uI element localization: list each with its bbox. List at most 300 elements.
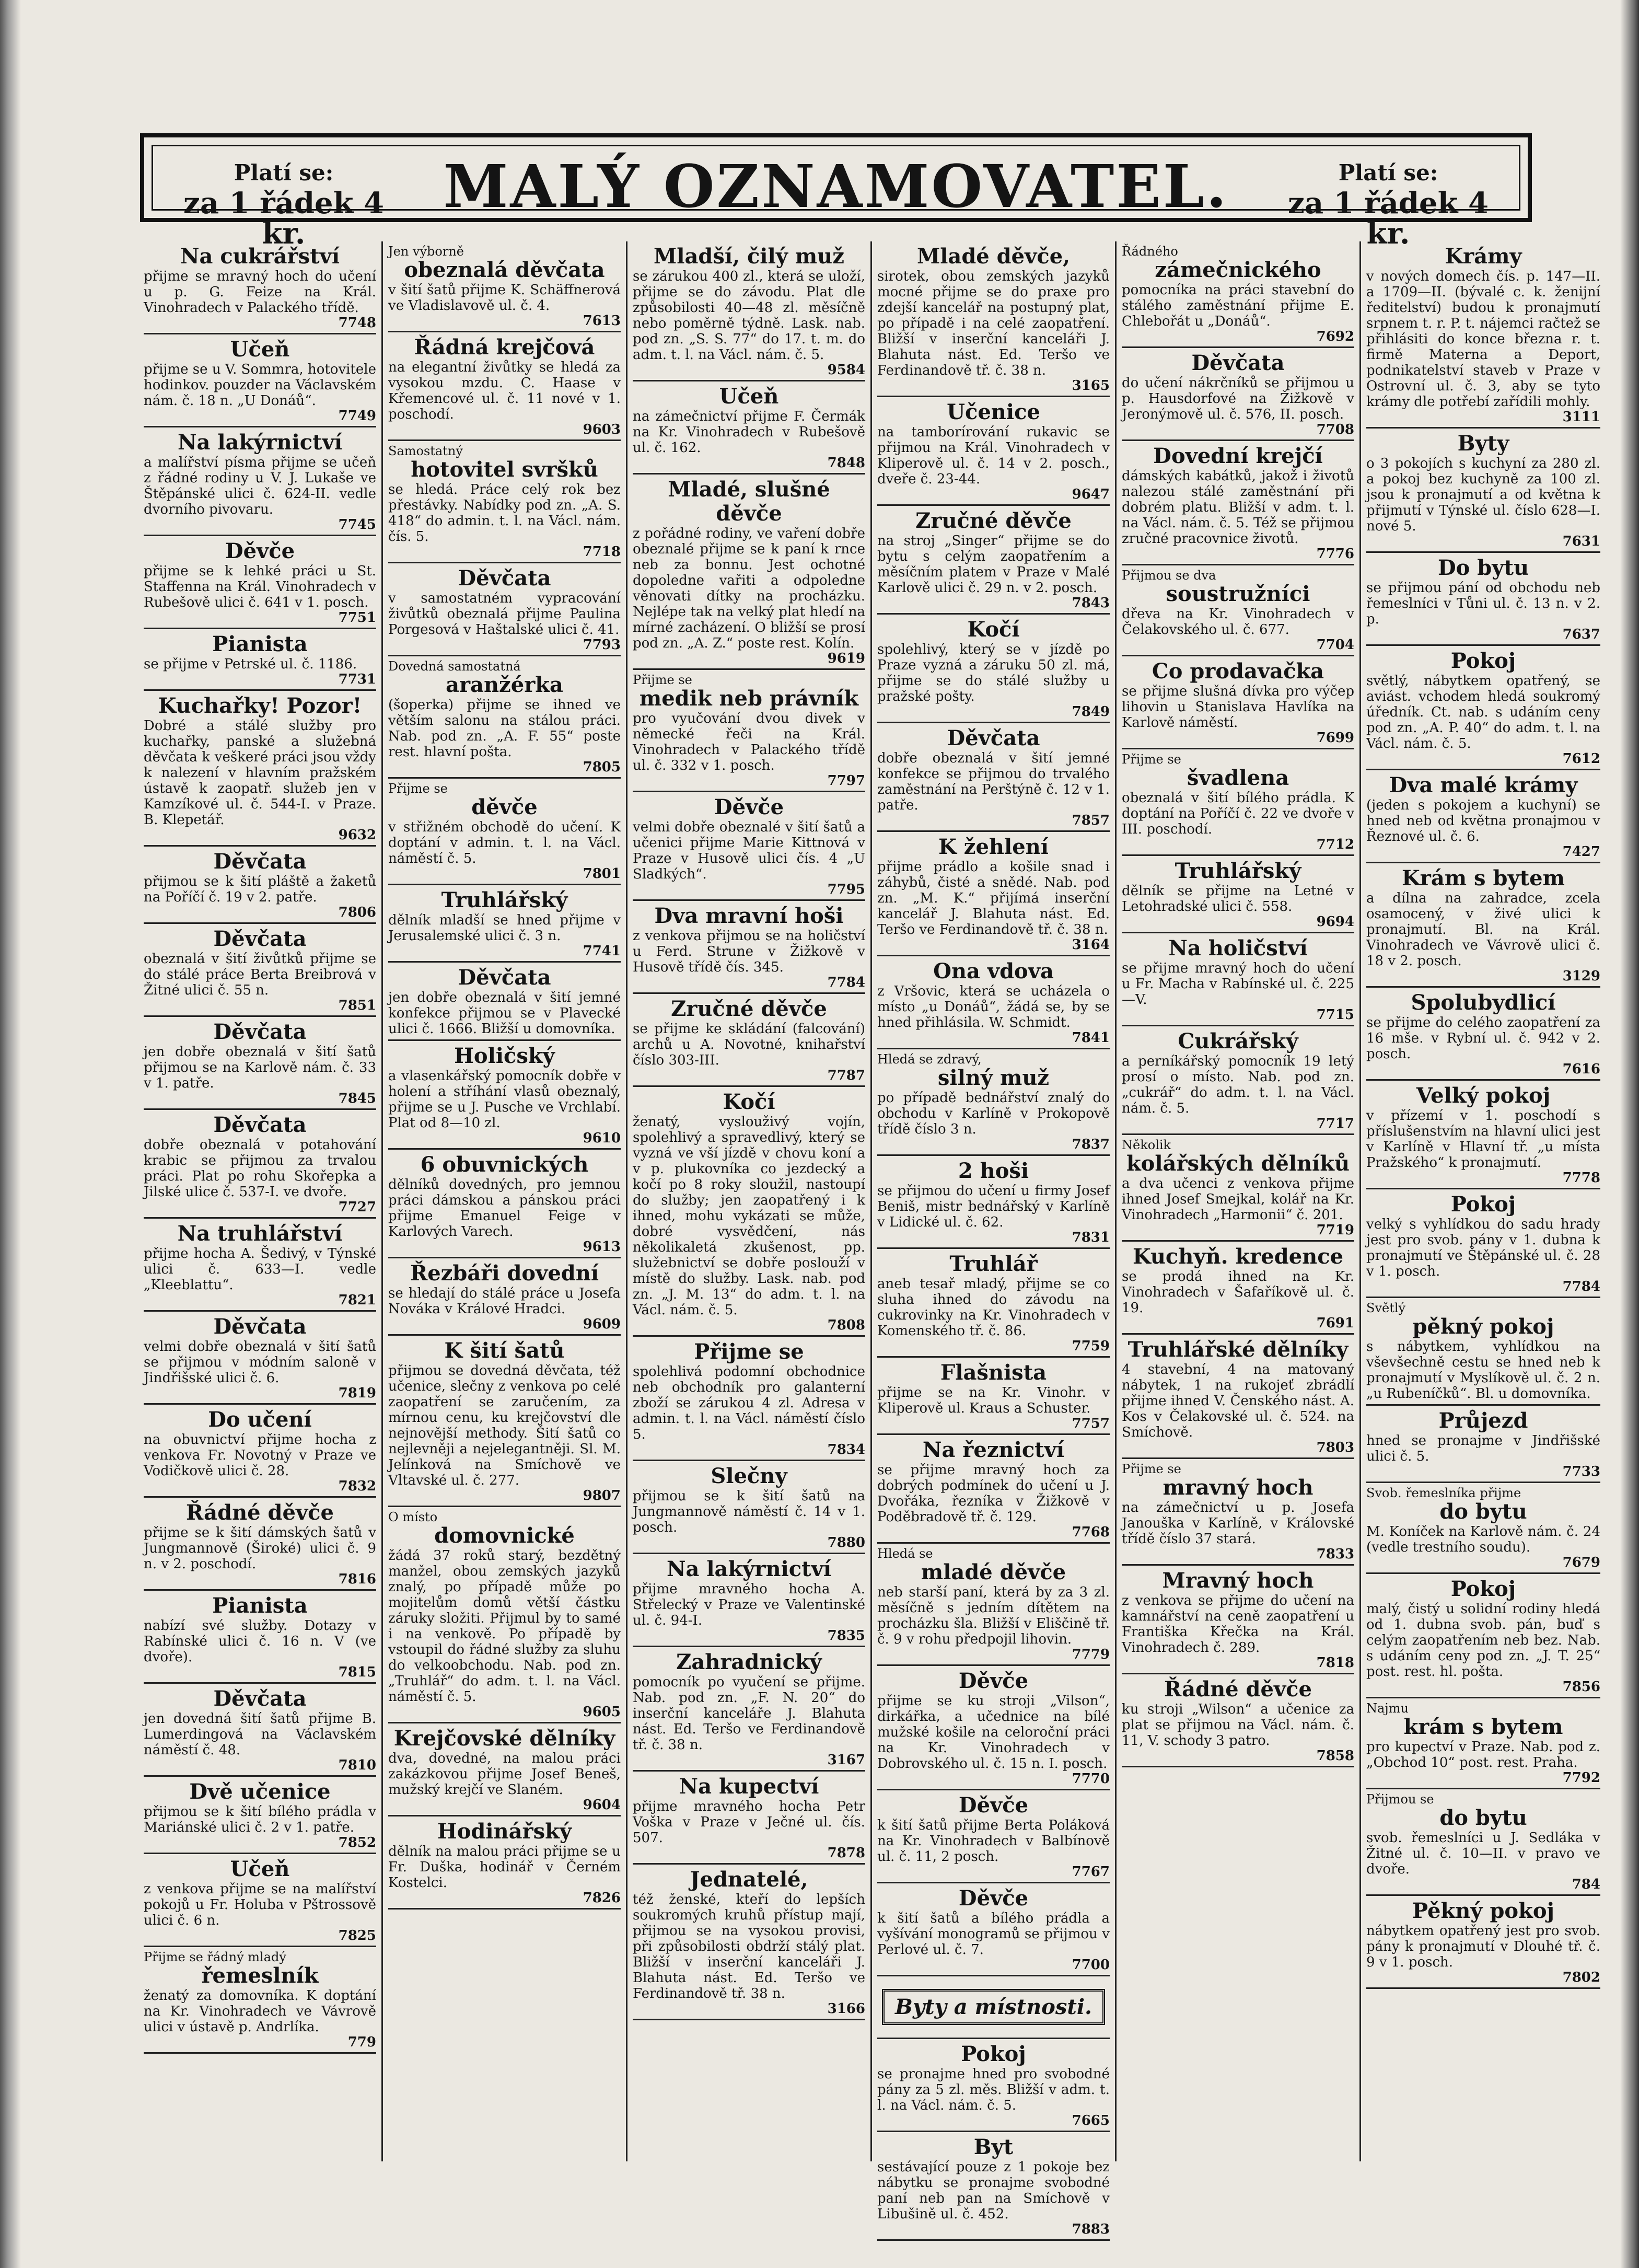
ad-code: 9613	[583, 1239, 621, 1255]
ad-body-text: aneb tesař mladý, přijme se co sluha ihned do závodu na cukrovinky na Kr. Vinohradech v Komenského tř. č. 86.	[877, 1276, 1110, 1339]
ad-code: 7816	[338, 1571, 376, 1587]
page-edge-right	[1620, 0, 1639, 2268]
ad-headline: Na lakýrnictví	[666, 1557, 832, 1581]
classified-ad	[1366, 1406, 1600, 1483]
ad-body	[1366, 797, 1600, 859]
ad-headline: Kočí	[723, 1090, 775, 1114]
ad-body-text: dámských kabátků, jakož i životů nalezou stálé zaměstnání při dobrém platu. Bližší v adm. t. l. na Václ. nám. č. 5. Též se přijmou zručné pracovnice životů.	[1122, 468, 1354, 547]
masthead-inner-frame	[152, 145, 1520, 251]
classified-ad	[1122, 749, 1354, 856]
ad-code: 7857	[1072, 813, 1110, 828]
ad-body	[144, 718, 376, 842]
ad-headline: Děvče	[225, 539, 295, 563]
ad-body	[388, 1844, 621, 1905]
ad-body-text: z Vršovic, která se ucházela o místo „u Donáů“, žádá se, by se hned přihlásila. W. Schmidt.	[877, 983, 1110, 1031]
classified-ad	[1366, 429, 1600, 553]
classified-ad	[877, 1883, 1110, 1976]
classified-ad	[144, 1854, 376, 1947]
ad-body	[1122, 790, 1354, 852]
ad-body-text: přijme se u V. Sommra, hotovitele hodinkov. pouzder na Václavském nám. č. 18 n. „U Donáů“.	[144, 362, 376, 409]
ad-headline: Na lakýrnictví	[177, 430, 343, 455]
ad-body	[1122, 1593, 1354, 1670]
ad-code: 7848	[827, 455, 865, 471]
ad-body-text: v samostatném vypracování živůtků obeznalá přijme Paulina Porgesová v Haštalské ulici č. 41.	[388, 591, 621, 638]
classified-ad	[388, 1816, 621, 1910]
ad-headline: Učeň	[719, 384, 779, 409]
ad-headline: Kuchyň. kredence	[1132, 1244, 1344, 1269]
ad-body	[1122, 684, 1354, 745]
ad-code: 7717	[1316, 1116, 1354, 1131]
ad-headline: Kuchařky! Pozor!	[158, 693, 362, 718]
ad-body-text: dělník se přijme na Letné v Letohradské ulici č. 558.	[1122, 883, 1354, 915]
ad-body-text: se hledá. Práce celý rok bez přestávky. Nabídky pod zn. „A. S. 418“ do admin. t. l. na Václ. nám. čís. 5.	[388, 482, 621, 545]
classified-ad	[1366, 988, 1600, 1081]
classified-ad	[633, 1461, 865, 1554]
ad-body-text: a perníkářský pomocník 19 letý prosí o místo. Nab. pod zn. „cukrář“ do adm. t. l. na Václ. nám. č. 5.	[1122, 1054, 1354, 1116]
ad-headline: 2 hoši	[958, 1159, 1029, 1183]
ad-headline: Pianista	[212, 1593, 308, 1618]
ad-body-text: pro vyučování dvou divek v německé řeči na Král. Vinohradech v Palackého třídě ul. č. 332 v 1. posch.	[633, 711, 865, 773]
classified-ad	[633, 381, 865, 475]
ad-headline: Slečny	[711, 1464, 787, 1488]
ad-code: 9605	[583, 1704, 621, 1720]
ad-body	[877, 533, 1110, 610]
ad-code: 9632	[338, 827, 376, 843]
classified-ad	[388, 885, 621, 963]
ad-body	[144, 1988, 376, 2050]
ad-body	[1122, 282, 1354, 344]
ad-body-text: pomocníka na práci stavební do stálého zaměstnání přijme E. Chlebořát u „Donáů“.	[1122, 282, 1354, 329]
ad-body-text: přijme se ku stroji „Vilson“, dirkářka, a učednice na bílé mužské košile na celoroční práci na Kr. Vinohradech v Dobrovského ul. č. 15 n. I. posch.	[877, 1693, 1110, 1772]
ad-body	[877, 1818, 1110, 1879]
ad-body-text: jen dovedná šití šatů přijme B. Lumerdingová na Václavském náměstí č. 48.	[144, 1711, 376, 1758]
ad-body-text: do učení nákrčníků se přijmou u p. Hausdorfové na Žižkově v Jeronýmově ul. č. 576, II. posch.	[1122, 375, 1354, 422]
ad-body	[633, 1581, 865, 1643]
ad-headline: zámečnického	[1155, 258, 1321, 282]
ad-body-text: se pronajme hned pro svobodné pány za 5 zl. měs. Bližší v adm. t. l. na Václ. nám. č. 5.	[877, 2066, 1110, 2113]
ad-code: 7878	[827, 1845, 865, 1861]
ad-headline: do bytu	[1439, 1806, 1527, 1830]
rate-note-right	[1278, 158, 1498, 249]
ad-headline: Děvčata	[458, 965, 551, 990]
ad-body	[1366, 1923, 1600, 1985]
ad-body-text: dělník na malou práci přijme se u Fr. Duška, hodinář v Černém Kostelci.	[388, 1844, 621, 1891]
ad-headline: mravný hoch	[1163, 1475, 1313, 1500]
ad-headline: Děvče	[958, 1793, 1029, 1818]
classified-ad	[877, 956, 1110, 1049]
classified-ad	[144, 427, 376, 536]
ad-body	[1366, 1217, 1600, 1294]
ad-code: 7849	[1072, 704, 1110, 720]
ad-code: 7845	[338, 1091, 376, 1106]
ad-code: 7784	[827, 975, 865, 990]
classified-ad	[388, 779, 621, 885]
ad-body	[1122, 1269, 1354, 1330]
classified-ad	[1122, 1566, 1354, 1674]
ad-code: 7749	[338, 408, 376, 424]
ad-body	[877, 2066, 1110, 2128]
ad-body-text: ženatý za domovníka. K doptání na Kr. Vinohradech ve Vávrově ulici v ústavě p. Andrlíka.	[144, 1988, 376, 2035]
ad-code: 7776	[1316, 546, 1354, 562]
ad-headline: Krejčovské dělníky	[393, 1726, 615, 1751]
ad-body	[633, 1674, 865, 1767]
ad-code: 3167	[827, 1752, 865, 1768]
classified-ad	[877, 615, 1110, 723]
ad-body-text: dělníků dovedných, pro jemnou práci dámskou a pánskou práci přijme Emanuel Feige v Karlových Varech.	[388, 1177, 621, 1240]
masthead-frame	[140, 133, 1532, 251]
classified-ad	[633, 792, 865, 901]
classified-ad	[144, 334, 376, 427]
ad-code: 7715	[1316, 1007, 1354, 1023]
ad-body-text: v šití šatů přijme K. Schäffnerová ve Vladislavově ul. č. 4.	[388, 282, 621, 314]
ad-headline: Učeň	[230, 1857, 290, 1881]
ad-subline: Přijme se	[1122, 752, 1181, 767]
ad-body-text: dobře obeznalá v potahování krabic se přijmou za trvalou práci. Plat po rohu Skořepka a Jilské ulice č. 537-I. ve dvoře.	[144, 1137, 376, 1200]
ad-code: 7741	[583, 943, 621, 959]
ad-body-text: neb starší paní, která by za 3 zl. měsíčně s jedním dítětem na procházku šla. Bližší v Eliščině tř. č. 9 v rohu předpojil lihovin.	[877, 1584, 1110, 1647]
ad-headline: Ona vdova	[933, 959, 1054, 983]
ad-headline: hotovitel svršků	[411, 457, 598, 482]
ad-headline: Učeň	[230, 337, 290, 362]
ad-headline: Byt	[973, 2135, 1014, 2159]
ad-headline: Mladé, slušné děvče	[668, 477, 830, 526]
classified-ad	[1122, 656, 1354, 749]
ad-body-text: v nových domech čís. p. 147—II. a 1709—II. (bývalé c. k. ženijní ředitelství) budou k pronajmutí srpnem t. r. P. t. nájemci račtež se přihlásiti do konce března r. t. firmě Materna a Deport, podnikatelství staveb v Praze v Ostrovní ul. č. 3, aby se tyto krámy dle potřebí zařídili mohly.	[1366, 269, 1600, 410]
ad-headline: Děvčata	[947, 726, 1040, 750]
ad-body	[388, 282, 621, 328]
ad-headline: Pianista	[212, 632, 308, 656]
ad-subline: Hledá se	[877, 1546, 933, 1561]
ad-body	[388, 360, 621, 437]
classified-ad	[1122, 1026, 1354, 1135]
ad-code: 7704	[1316, 637, 1354, 653]
rate-right-line1: Platí se:	[1338, 160, 1438, 186]
ad-column-3	[627, 241, 872, 2161]
classified-ad	[877, 1544, 1110, 1666]
ad-headline: Řezbáři dovední	[410, 1261, 599, 1286]
ad-code: 9604	[583, 1797, 621, 1813]
classified-ad	[144, 1498, 376, 1591]
ad-body	[1122, 468, 1354, 561]
ad-body-text: se přijmou do učení u firmy Josef Beniš, mistr bednářský v Karlíně v Lidické ul. č. 62.	[877, 1183, 1110, 1230]
ad-body	[388, 1177, 621, 1254]
classified-ad	[144, 1947, 376, 2054]
ad-body-text: se přijme ke skládání (falcování) archů u A. Novotné, knihařství číslo 303-III.	[633, 1021, 865, 1068]
ad-body-text: se přijme mravný hoch do učení u Fr. Macha v Rabínské ul. č. 225—V.	[1122, 961, 1354, 1008]
ad-body	[877, 1090, 1110, 1152]
classified-ad	[144, 1405, 376, 1498]
ad-code: 3165	[1072, 378, 1110, 394]
ad-code: 7792	[1562, 1770, 1600, 1786]
ad-body-text: se prodá ihned na Kr. Vinohradech v Šafaříkově ul. č. 19.	[1122, 1269, 1354, 1316]
rate-left-line1: Platí se:	[234, 160, 334, 186]
ad-body	[388, 912, 621, 958]
ad-code: 7613	[583, 313, 621, 329]
ad-column-5	[1117, 241, 1361, 2161]
ad-code: 7748	[338, 315, 376, 331]
ad-body	[388, 990, 621, 1037]
classified-ad	[1366, 863, 1600, 988]
ad-code: 7858	[1316, 1748, 1354, 1764]
ad-body	[877, 1584, 1110, 1662]
ad-body-text: (šoperka) přijme se ihned ve větším salonu na stálou práci. Nab. pod zn. „A. F. 55“ poste rest. hlavní pošta.	[388, 697, 621, 760]
classified-ad	[1366, 1298, 1600, 1406]
ad-headline: 6 obuvnických	[420, 1152, 589, 1177]
ad-column-6	[1361, 241, 1606, 2161]
ad-headline: kolářských dělníků	[1126, 1151, 1350, 1176]
ad-body-text: dobře obeznalá v šití jemné konfekce se přijmou do trvalého zaměstnání na Perštýně č. 12 v 1. patře.	[877, 750, 1110, 813]
ad-body	[388, 591, 621, 652]
ad-body-text: se přijme mravný hoch za dobrých podmínek do učení u J. Dvořáka, řezníka v Žižkově v Poděbradově tř. č. 129.	[877, 1462, 1110, 1525]
ad-body-text: obeznalá v šití bílého prádla. K doptání na Poříčí č. 22 ve dvoře v III. poschodí.	[1122, 790, 1354, 837]
ad-body	[1122, 1054, 1354, 1131]
ad-body-text: z pořádné rodiny, ve vaření dobře obeznalé přijme se k paní k rnce neb za bonnu. Jest ochotné dopoledne vařiti a odpoledne věnovati dítky na procházku. Nejlépe tak na velký plat hledí na mírné zacházení. O bližší se prosí pod zn. „A. Z.“ poste rest. Kolín.	[633, 526, 865, 651]
classified-ad	[1366, 1789, 1600, 1896]
ad-body	[388, 819, 621, 881]
ad-code: 3129	[1562, 968, 1600, 984]
ad-code: 7801	[583, 866, 621, 882]
classified-ad	[1122, 441, 1354, 565]
ad-body	[1366, 890, 1600, 983]
ad-body-text: se přijme do celého zaopatření za 16 mše. v Rybní ul. č. 942 v 2. posch.	[1366, 1015, 1600, 1062]
classified-ad	[144, 629, 376, 691]
ad-headline: Na kupectví	[679, 1774, 819, 1799]
ad-body-text: na elegantní živůtky se hledá za vysokou mzdu. C. Haase v Křemencové ul. č. 11 nové v 1. poschodí.	[388, 360, 621, 422]
ad-body	[633, 409, 865, 470]
ad-body-text: jen dobře obeznalá v šití jemné konfekce přijmou se v Plavecké ulici č. 1666. Bližší u domovníka.	[388, 990, 621, 1037]
ad-subline: Jen výborně	[388, 244, 464, 259]
ad-subline: Několik	[1122, 1138, 1171, 1152]
ad-body	[1366, 1739, 1600, 1785]
ad-body-text: se přijme v Petrské ul. č. 1186.	[144, 656, 357, 672]
ad-code: 7843	[1072, 595, 1110, 611]
ad-body	[877, 1276, 1110, 1353]
ad-code: 7837	[1072, 1137, 1110, 1152]
masthead-title: MALÝ OZNAMOVATEL.	[443, 153, 1229, 221]
ad-body	[633, 1364, 865, 1457]
ad-code: 3164	[1072, 937, 1110, 953]
ad-body	[877, 642, 1110, 719]
ad-body-text: na tamborírování rukavic se přijmou na Král. Vinohradech v Kliperově ul. č. 14 v 2. posch., dveře č. 23-44.	[877, 424, 1110, 487]
ad-code: 7834	[827, 1442, 865, 1457]
ad-body-text: jen dobře obeznalá v šití šatů přijmou se na Karlově nám. č. 33 v 1. patře.	[144, 1044, 376, 1091]
ad-code: 3111	[1562, 409, 1600, 425]
ad-code: 7759	[1072, 1338, 1110, 1354]
ad-code: 7616	[1562, 1061, 1600, 1077]
ad-body	[633, 1799, 865, 1860]
ad-body-text: přijme mravného hocha A. Střelecký v Praze ve Valentinské ul. č. 94-I.	[633, 1581, 865, 1628]
ad-body	[1366, 456, 1600, 549]
ad-body	[144, 362, 376, 423]
ad-body	[1366, 269, 1600, 424]
ad-columns	[138, 241, 1606, 2237]
ad-headline: do bytu	[1439, 1499, 1527, 1524]
ad-subline: O místo	[388, 1510, 438, 1524]
ad-code: 7852	[338, 1835, 376, 1850]
ad-body-text: přijme se na Kr. Vinohr. v Kliperově ul. Kraus a Schuster.	[877, 1385, 1110, 1416]
ad-headline: Zručné děvče	[915, 508, 1072, 533]
ad-body	[1122, 1702, 1354, 1763]
ad-code: 7841	[1072, 1030, 1110, 1046]
ad-headline: silný muž	[937, 1066, 1050, 1090]
classified-ad	[1366, 553, 1600, 646]
ad-subline: Najmu	[1366, 1701, 1409, 1716]
ad-body	[633, 1892, 865, 2016]
ad-code: 7806	[338, 905, 376, 920]
ad-headline: Děvčata	[213, 927, 307, 951]
ad-body	[388, 482, 621, 559]
ad-headline: Děvče	[714, 795, 784, 819]
ad-body	[144, 1711, 376, 1773]
ad-headline: Zahradnický	[676, 1650, 822, 1674]
ad-body-text: v přízemí v 1. poschodí s příslušenstvím na hlavní ulici jest v Karlíně v Hlavní tř. „u místa Pražského“ k pronajmutí.	[1366, 1108, 1600, 1171]
ad-body-text: k šití šatů přijme Berta Poláková na Kr. Vinohradech v Balbínově ul. č. 11, 2 posch.	[877, 1818, 1110, 1865]
ad-code: 7699	[1316, 730, 1354, 746]
ad-subline: Dovedná samostatná	[388, 659, 521, 674]
classified-ad	[877, 1156, 1110, 1249]
ad-body-text: a vlasenkářský pomocník dobře v holení a stříhání vlasů obeznalý, přijme se u J. Pusche ve Vrchlabí. Plat od 8—10 zl.	[388, 1068, 621, 1131]
ad-body-text: (jeden s pokojem a kuchyní) se hned neb od května pronajmou v Řeznové ul. č. 6.	[1366, 797, 1600, 844]
classified-ad	[388, 241, 621, 332]
classified-ad	[388, 963, 621, 1041]
ad-code: 7851	[338, 998, 376, 1013]
classified-ad	[1366, 1081, 1600, 1189]
ad-body-text: 4 stavební, 4 na matovaný nábytek, 1 na rukojeť zbrádlí přijme ihned V. Čenského nást. A. Kos v Čelakovské ul. č. 524. na Smíchově.	[1122, 1362, 1354, 1440]
ad-headline: Co prodavačka	[1152, 659, 1324, 684]
ad-subline: Přijmou se dva	[1122, 568, 1216, 583]
ad-body-text: Dobré a stálé služby pro kuchařky, panské a služebná děvčata k veškeré práci jsou vždy k nalezení v hlavním pražském ústavě k zaopatř. služeb jen v Kamzíkové ul. č. 544-I. v Praze. B. Klepetář.	[144, 718, 376, 828]
classified-ad	[1122, 1459, 1354, 1566]
ad-code: 7831	[1072, 1230, 1110, 1245]
classified-ad	[633, 475, 865, 670]
ad-headline: krám s bytem	[1403, 1715, 1563, 1739]
ad-body	[633, 1114, 865, 1333]
ad-code: 7821	[338, 1292, 376, 1308]
ad-body-text: k šití šatů a bílého prádla a vyšívání monogramů se přijmou v Perlové ul. č. 7.	[877, 1911, 1110, 1958]
classified-ad	[877, 2039, 1110, 2132]
ad-body-text: sirotek, obou zemských jazyků mocné přijme se do praxe pro zdejší kancelář na postupný plat, po případě i na celé zaopatření. Bližší v inserční kanceláři J. Blahuta nást. Ed. Teršo ve Ferdinandově tř. č. 38 n.	[877, 269, 1110, 378]
ad-body	[144, 269, 376, 330]
ad-headline: obeznalá děvčata	[404, 258, 605, 282]
ad-body	[877, 859, 1110, 952]
ad-code: 7803	[1316, 1440, 1354, 1455]
classified-ad	[144, 847, 376, 924]
ad-body-text: přijme se k šití dámských šatů v Jungmannově (Široké) ulici č. 9 n. v 2. poschodí.	[144, 1525, 376, 1572]
ad-code: 7700	[1072, 1957, 1110, 1973]
ad-code: 9609	[583, 1316, 621, 1332]
ad-code: 7826	[583, 1890, 621, 1906]
ad-headline: Spolubydlicí	[1411, 990, 1556, 1015]
ad-body-text: o 3 pokojích s kuchyní za 280 zl. a pokoj bez kuchyně za 100 zl. jsou k pronajmutí a od května k přijmutí v Týnské ul. číslo 628—I. nové 5.	[1366, 456, 1600, 534]
ad-headline: Na truhlářství	[177, 1221, 343, 1246]
ad-body-text: přijme mravného hocha Petr Voška v Praze v Ječné ul. čís. 507.	[633, 1799, 865, 1846]
ad-subline: Světlý	[1366, 1301, 1406, 1315]
classified-ad	[1366, 1574, 1600, 1698]
ad-column-1	[138, 241, 383, 2161]
ad-body-text: malý, čistý u solidní rodiny hledá od 1. dubna svob. pán, buď s celým zaopatřením neb bez. Nab. s udáním ceny pod zn. „J. T. 25“ post. rest. hl. pošta.	[1366, 1601, 1600, 1680]
classified-ad	[877, 1435, 1110, 1544]
ad-body	[144, 455, 376, 532]
ad-body	[877, 750, 1110, 828]
ad-headline: domovnické	[434, 1523, 575, 1548]
ad-headline: Truhlářský	[1175, 859, 1301, 883]
ad-subline: Přijme se řádný mladý	[144, 1950, 286, 1964]
ad-headline: Mladší, čilý muž	[654, 244, 844, 269]
ad-body	[633, 269, 865, 377]
ad-code: 7825	[338, 1928, 376, 1943]
ad-headline: Do učení	[208, 1407, 312, 1432]
ad-body	[1366, 1339, 1600, 1402]
ad-headline: Děvčata	[213, 1020, 307, 1044]
ad-code: 7427	[1562, 844, 1600, 860]
ad-body	[1366, 580, 1600, 642]
ad-code: 779	[347, 2034, 376, 2050]
ad-body	[388, 1068, 621, 1145]
ad-headline: Řádné děvče	[186, 1500, 334, 1525]
ad-code: 7612	[1562, 751, 1600, 767]
ad-headline: Děvčata	[1191, 351, 1285, 375]
ad-headline: Byty	[1457, 431, 1509, 456]
ad-body	[388, 1751, 621, 1812]
ad-code: 7810	[338, 1757, 376, 1773]
ad-body-text: nábytkem opatřený jest pro svob. pány k pronajmutí v Dlouhé tř. č. 9 v 1. posch.	[1366, 1923, 1600, 1970]
ad-code: 3166	[827, 2001, 865, 2017]
ad-body-text: a dva učenci z venkova přijme ihned Josef Smejkal, kolář na Kr. Vinohradech „Harmonii“ č. 201.	[1122, 1176, 1354, 1223]
ad-code: 7727	[338, 1199, 376, 1215]
ad-code: 7637	[1562, 627, 1600, 642]
ad-body	[144, 951, 376, 1013]
ad-headline: K šití šatů	[444, 1338, 565, 1363]
ad-body-text: dřeva na Kr. Vinohradech v Čelakovského ul. č. 677.	[1122, 606, 1354, 638]
ad-body	[1122, 1176, 1354, 1237]
ad-body	[877, 1693, 1110, 1786]
ad-headline: Pěkný pokoj	[1412, 1899, 1554, 1923]
classified-ad	[388, 1041, 621, 1150]
ad-body-text: přijmou se dovedná děvčata, též učenice, slečny z venkova po celé zaopatření se zaručením, za mírnou cenu, ku krejčovství dle nejnovější methody. Šití šatů co nejlevněji a nejelegantněji. Sl. M. Jelínková na Smíchově ve Vltavské ul. č. 277.	[388, 1363, 621, 1488]
ad-subline: Svob. řemeslníka přijme	[1366, 1486, 1521, 1500]
ad-column-4	[872, 241, 1117, 2237]
ad-body	[1366, 1830, 1600, 1892]
ad-body-text: se zárukou 400 zl., která se uloží, přijme se do závodu. Plat dle způsobilosti 40—48 zl. měsíčně nebo poměrně týdně. Lask. nab. pod zn. „S. S. 77“ do 17. t. m. do adm. t. l. na Václ. nám. č. 5.	[633, 269, 865, 363]
ad-headline: medik neb právník	[639, 686, 859, 711]
ad-headline: Na holičství	[1168, 936, 1308, 961]
ad-body	[1366, 1015, 1600, 1077]
ad-code: 7692	[1316, 329, 1354, 344]
ad-headline: Truhlářské dělníky	[1127, 1337, 1349, 1362]
ad-headline: Pokoj	[1450, 1577, 1516, 1601]
ad-code: 9584	[827, 362, 865, 378]
ad-code: 7768	[1072, 1524, 1110, 1540]
classified-ad	[877, 2132, 1110, 2241]
ad-body-text: ženatý, vyslouživý vojín, spolehlivý a spravedlivý, který se vyzná ve vší jízdě v chovu koní a v p. plukovníka co jezdecký a kočí po 8 roky sloužil, nastoupí do služby; jen zaopatřený i k ihned, mohu vykázati se může, dobré vysvědčení, nás několikaletá zkušenost, pp. služebnictví se dobře poslouží v místě do služby. Lask. nab. pod zn. „J. M. 13“ do adm. t. l. na Václ. nám. č. 5.	[633, 1114, 865, 1318]
classified-ad	[877, 1358, 1110, 1435]
ad-body-text: a dílna na zahradce, zcela osamocený, v živé ulici k pronajmutí. Bl. na Král. Vinohradech ve Vávrově ulici č. 18 v 2. posch.	[1366, 890, 1600, 969]
classified-ad	[144, 241, 376, 334]
ad-code: 9694	[1316, 914, 1354, 930]
ad-body	[633, 711, 865, 788]
ad-headline: K žehlení	[938, 835, 1049, 859]
ad-body-text: velký s vyhlídkou do sadu hrady jest pro svob. pány v 1. dubna k pronajmutí ve Štěpánské ul. č. 28 v 1. posch.	[1366, 1217, 1600, 1279]
ad-body	[144, 563, 376, 625]
ad-body-text: pomocník po vyučení se přijme. Nab. pod zn. „F. N. 20“ do inserční kanceláře J. Blahuta nást. Ed. Teršo ve Ferdinandově tř. č. 38 n.	[633, 1674, 865, 1753]
ad-code: 7731	[338, 672, 376, 687]
classified-ad	[388, 332, 621, 441]
ad-body	[877, 983, 1110, 1045]
ad-body-text: přijme hocha A. Šedivý, v Týnské ulici č. 633—I. vedle „Kleeblattu“.	[144, 1246, 376, 1293]
ad-body	[388, 1286, 621, 1332]
classified-ad	[1366, 1483, 1600, 1574]
classified-ad	[1366, 1189, 1600, 1298]
